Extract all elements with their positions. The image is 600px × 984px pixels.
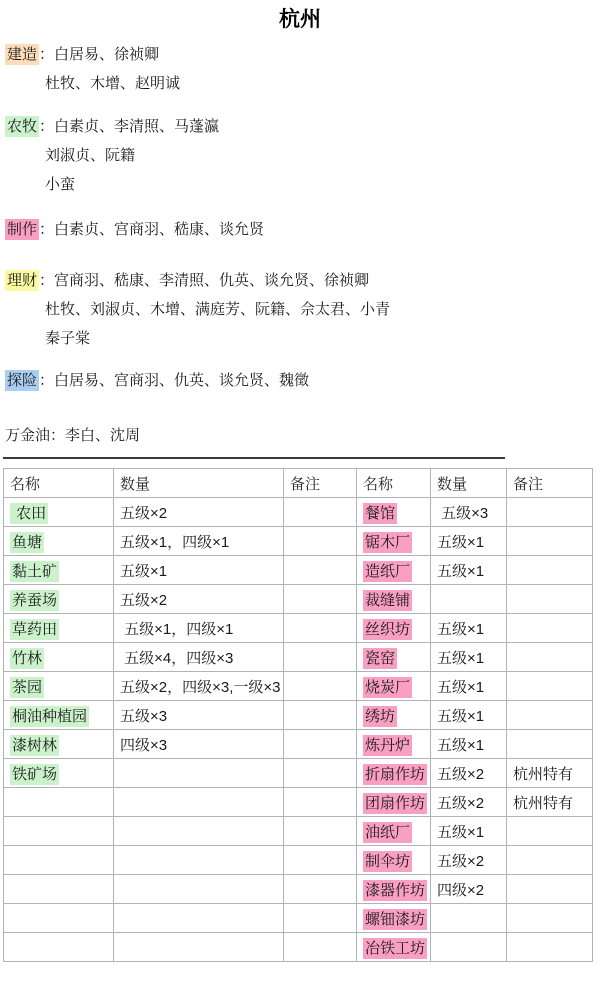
building-note-cell bbox=[507, 672, 593, 701]
allrounder-label: 万金油 bbox=[5, 427, 51, 444]
building-note-cell bbox=[284, 817, 357, 846]
header-qty-left: 数量 bbox=[114, 469, 284, 498]
building-name-highlight: 铁矿场 bbox=[12, 765, 58, 783]
building-qty-cell bbox=[114, 875, 284, 904]
section-names: 白素贞、宫商羽、嵇康、谈允贤 bbox=[54, 221, 265, 238]
table-row bbox=[4, 788, 593, 817]
building-name-highlight: 茶园 bbox=[12, 678, 43, 696]
building-qty-cell: 五级×1 bbox=[114, 556, 284, 585]
section-build-label: 建造 bbox=[7, 46, 38, 63]
building-qty-cell: 五级×1 bbox=[431, 643, 507, 672]
building-note-cell bbox=[284, 904, 357, 933]
building-name-cell bbox=[357, 904, 431, 933]
building-qty-cell: 五级×1 bbox=[431, 614, 507, 643]
building-note-cell bbox=[507, 643, 593, 672]
building-name-cell bbox=[4, 817, 114, 846]
building-name-cell bbox=[4, 701, 114, 730]
building-qty-cell: 五级×1，四级×1 bbox=[114, 527, 284, 556]
building-note-cell bbox=[284, 875, 357, 904]
building-qty-cell bbox=[431, 585, 507, 614]
building-name-highlight: 养蚕场 bbox=[12, 591, 58, 609]
building-name-cell bbox=[4, 933, 114, 962]
section-names-continued: 秦子棠 bbox=[45, 330, 91, 347]
section-colon: ： bbox=[39, 372, 55, 389]
building-name-cell bbox=[357, 585, 431, 614]
building-name-cell bbox=[4, 672, 114, 701]
building-note-cell bbox=[284, 672, 357, 701]
building-qty-cell: 四级×3 bbox=[114, 730, 284, 759]
building-name-cell bbox=[357, 643, 431, 672]
header-qty-right: 数量 bbox=[431, 469, 507, 498]
table-row bbox=[4, 817, 593, 846]
building-qty-cell: 五级×3 bbox=[114, 701, 284, 730]
building-qty-cell: 五级×1 bbox=[431, 730, 507, 759]
building-name-cell bbox=[4, 759, 114, 788]
building-qty-cell: 五级×1 bbox=[431, 556, 507, 585]
building-note-cell bbox=[507, 730, 593, 759]
section-names-continued: 杜牧、木增、赵明诚 bbox=[45, 75, 181, 92]
section-names: 白素贞、李清照、马蓬瀛 bbox=[54, 118, 220, 135]
building-qty-cell: 五级×2 bbox=[114, 585, 284, 614]
building-name-highlight: 炼丹炉 bbox=[365, 736, 411, 754]
building-qty-cell bbox=[114, 788, 284, 817]
section-farm-label: 农牧 bbox=[7, 118, 38, 135]
section-farm-line bbox=[5, 112, 600, 141]
table-row bbox=[4, 672, 593, 701]
building-name-cell bbox=[4, 556, 114, 585]
building-note-cell bbox=[284, 556, 357, 585]
building-qty-cell bbox=[431, 933, 507, 962]
section-build-line bbox=[5, 40, 600, 69]
building-qty-cell bbox=[114, 759, 284, 788]
building-name-cell bbox=[357, 730, 431, 759]
building-note-cell bbox=[284, 585, 357, 614]
building-name-highlight: 漆器作坊 bbox=[365, 881, 426, 899]
section-farm bbox=[5, 112, 600, 199]
building-note-cell bbox=[284, 730, 357, 759]
building-name-cell bbox=[357, 498, 431, 527]
building-note-cell bbox=[507, 585, 593, 614]
building-note-cell: 杭州特有 bbox=[507, 788, 593, 817]
building-note-cell bbox=[284, 498, 357, 527]
building-note-cell bbox=[284, 614, 357, 643]
allrounder-colon: ： bbox=[50, 427, 66, 444]
section-names: 白居易、徐祯卿 bbox=[54, 46, 160, 63]
building-name-cell bbox=[357, 701, 431, 730]
building-note-cell bbox=[507, 498, 593, 527]
building-name-highlight: 竹林 bbox=[12, 649, 43, 667]
building-name-cell bbox=[357, 788, 431, 817]
table-row bbox=[4, 527, 593, 556]
section-finance-line bbox=[5, 266, 600, 295]
building-name-highlight: 造纸厂 bbox=[365, 562, 411, 580]
divider-line bbox=[3, 457, 505, 459]
building-note-cell bbox=[507, 933, 593, 962]
section-names-continued: 杜牧、刘淑贞、木增、满庭芳、阮籍、佘太君、小青 bbox=[45, 301, 391, 318]
building-name-cell bbox=[4, 585, 114, 614]
building-note-cell bbox=[507, 817, 593, 846]
section-explore-label: 探险 bbox=[7, 372, 38, 389]
building-name-cell bbox=[4, 614, 114, 643]
building-name-highlight: 瓷窑 bbox=[365, 649, 396, 667]
building-qty-cell: 五级×2 bbox=[431, 788, 507, 817]
section-finance bbox=[5, 266, 600, 353]
building-qty-cell: 五级×2 bbox=[114, 498, 284, 527]
header-note-left: 备注 bbox=[284, 469, 357, 498]
building-qty-cell: 五级×1 bbox=[431, 817, 507, 846]
building-name-highlight: 鱼塘 bbox=[12, 533, 43, 551]
building-name-cell bbox=[4, 788, 114, 817]
table-row bbox=[4, 730, 593, 759]
building-name-cell bbox=[357, 527, 431, 556]
building-name-highlight: 冶铁工坊 bbox=[365, 939, 426, 957]
table-row bbox=[4, 585, 593, 614]
building-note-cell bbox=[507, 527, 593, 556]
section-names: 白居易、宫商羽、仇英、谈允贤、魏徵 bbox=[54, 372, 310, 389]
section-names-continued: 小蛮 bbox=[45, 176, 76, 193]
building-name-cell bbox=[4, 730, 114, 759]
building-qty-cell bbox=[114, 846, 284, 875]
section-colon: ： bbox=[39, 272, 55, 289]
building-name-highlight: 螺钿漆坊 bbox=[365, 910, 426, 928]
building-name-cell bbox=[357, 556, 431, 585]
section-craft bbox=[5, 215, 600, 244]
building-note-cell bbox=[507, 846, 593, 875]
section-craft-line bbox=[5, 215, 600, 244]
building-name-highlight: 黏土矿 bbox=[12, 562, 58, 580]
section-names: 宫商羽、嵇康、李清照、仇英、谈允贤、徐祯卿 bbox=[54, 272, 370, 289]
building-name-cell bbox=[357, 846, 431, 875]
building-qty-cell: 五级×3 bbox=[431, 498, 507, 527]
header-name-left: 名称 bbox=[4, 469, 114, 498]
building-name-cell bbox=[4, 875, 114, 904]
table-row bbox=[4, 614, 593, 643]
building-qty-cell: 五级×4，四级×3 bbox=[114, 643, 284, 672]
building-qty-cell bbox=[114, 933, 284, 962]
building-name-cell bbox=[4, 904, 114, 933]
building-qty-cell bbox=[114, 817, 284, 846]
building-name-cell bbox=[4, 846, 114, 875]
building-note-cell: 杭州特有 bbox=[507, 759, 593, 788]
building-qty-cell: 五级×1 bbox=[431, 701, 507, 730]
section-explore bbox=[5, 366, 600, 395]
table-row bbox=[4, 933, 593, 962]
building-name-cell bbox=[357, 875, 431, 904]
building-note-cell bbox=[507, 875, 593, 904]
building-note-cell bbox=[284, 643, 357, 672]
section-colon: ： bbox=[39, 118, 55, 135]
building-qty-cell: 四级×2 bbox=[431, 875, 507, 904]
table-row bbox=[4, 643, 593, 672]
building-name-highlight: 团扇作坊 bbox=[365, 794, 426, 812]
building-name-cell bbox=[4, 527, 114, 556]
building-qty-cell: 五级×2，四级×3,一级×3 bbox=[114, 672, 284, 701]
header-note-right: 备注 bbox=[507, 469, 593, 498]
allrounder-line bbox=[0, 421, 600, 450]
building-note-cell bbox=[284, 933, 357, 962]
buildings-table bbox=[3, 468, 593, 962]
table-row bbox=[4, 498, 593, 527]
building-name-highlight: 桐油种植园 bbox=[12, 707, 88, 725]
allrounder-names: 李白、沈周 bbox=[65, 427, 141, 444]
building-name-highlight: 油纸厂 bbox=[365, 823, 411, 841]
table-row bbox=[4, 701, 593, 730]
building-name-highlight: 烧炭厂 bbox=[365, 678, 411, 696]
section-colon: ： bbox=[39, 221, 55, 238]
building-name-highlight: 锯木厂 bbox=[365, 533, 411, 551]
building-qty-cell bbox=[114, 904, 284, 933]
building-name-cell bbox=[357, 759, 431, 788]
building-name-cell bbox=[357, 614, 431, 643]
building-name-highlight: 绣坊 bbox=[365, 707, 396, 725]
building-name-highlight: 餐馆 bbox=[365, 504, 396, 522]
table-row bbox=[4, 904, 593, 933]
table-header-row bbox=[4, 469, 593, 498]
building-qty-cell: 五级×2 bbox=[431, 846, 507, 875]
building-name-highlight: 草药田 bbox=[12, 620, 58, 638]
building-note-cell bbox=[284, 701, 357, 730]
building-note-cell bbox=[284, 846, 357, 875]
building-qty-cell: 五级×1，四级×1 bbox=[114, 614, 284, 643]
section-names-continued: 刘淑贞、阮籍 bbox=[45, 147, 136, 164]
section-craft-label: 制作 bbox=[7, 221, 38, 238]
building-note-cell bbox=[507, 701, 593, 730]
header-name-right: 名称 bbox=[357, 469, 431, 498]
role-assignments bbox=[0, 40, 600, 395]
building-qty-cell: 五级×2 bbox=[431, 759, 507, 788]
building-note-cell bbox=[284, 759, 357, 788]
building-name-cell bbox=[4, 643, 114, 672]
building-note-cell bbox=[284, 788, 357, 817]
building-name-highlight: 漆树林 bbox=[12, 736, 58, 754]
building-note-cell bbox=[507, 904, 593, 933]
table-row bbox=[4, 875, 593, 904]
building-qty-cell: 五级×1 bbox=[431, 527, 507, 556]
page-title: 杭州 bbox=[279, 8, 321, 31]
section-colon: ： bbox=[39, 46, 55, 63]
section-finance-label: 理财 bbox=[7, 272, 38, 289]
section-build bbox=[5, 40, 600, 98]
section-explore-line bbox=[5, 366, 600, 395]
building-qty-cell: 五级×1 bbox=[431, 672, 507, 701]
building-name-highlight: 丝织坊 bbox=[365, 620, 411, 638]
table-row bbox=[4, 759, 593, 788]
building-name-highlight: 农田 bbox=[12, 504, 47, 522]
building-name-highlight: 裁缝铺 bbox=[365, 591, 411, 609]
building-qty-cell bbox=[431, 904, 507, 933]
building-note-cell bbox=[507, 614, 593, 643]
building-note-cell bbox=[284, 527, 357, 556]
building-name-highlight: 折扇作坊 bbox=[365, 765, 426, 783]
building-name-cell bbox=[4, 498, 114, 527]
building-name-highlight: 制伞坊 bbox=[365, 852, 411, 870]
building-note-cell bbox=[507, 556, 593, 585]
building-name-cell bbox=[357, 672, 431, 701]
table-row bbox=[4, 846, 593, 875]
building-name-cell bbox=[357, 817, 431, 846]
table-row bbox=[4, 556, 593, 585]
building-name-cell bbox=[357, 933, 431, 962]
